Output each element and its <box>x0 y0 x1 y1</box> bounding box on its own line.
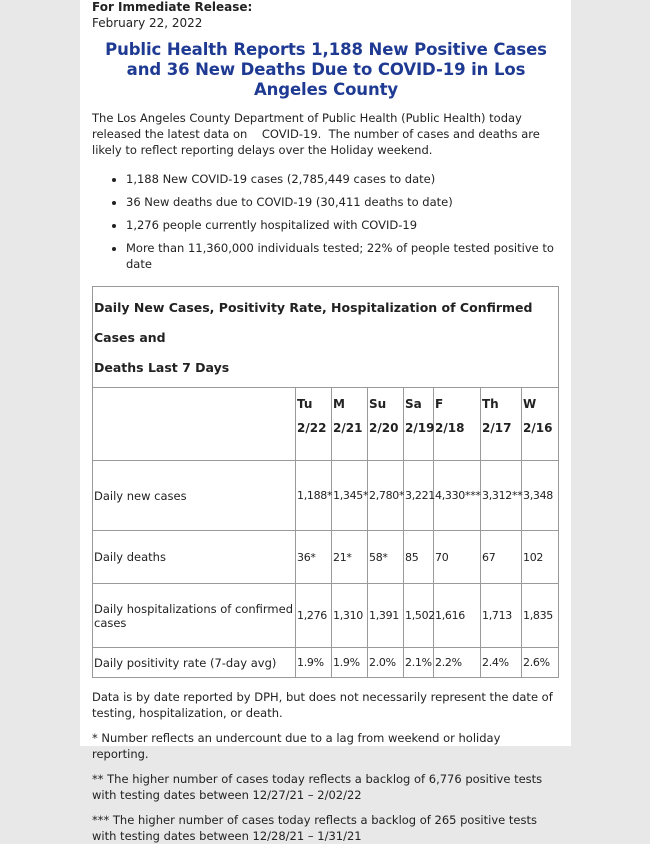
table-cell: 2.2% <box>434 648 481 678</box>
table-cell: 2.1% <box>404 648 434 678</box>
table-cell: 2.4% <box>481 648 522 678</box>
table-cell: 67 <box>481 531 522 584</box>
column-header: Su 2/20 <box>368 388 404 461</box>
table-row <box>93 531 559 584</box>
footnote: Data is by date reported by DPH, but does not necessarily represent the date of testing, hospitalization, or death. <box>92 690 553 720</box>
table-cell: 1.9% <box>332 648 368 678</box>
footnote: * Number reflects an undercount due to a lag from weekend or holiday reporting. <box>92 731 501 761</box>
table-row <box>93 461 559 531</box>
table-cell: 36* <box>296 531 332 584</box>
table-cell: 4,330*** <box>434 461 481 531</box>
footnote: *** The higher number of cases today reflects a backlog of 265 positive tests with testing dates between 12/28/21 – 1/31/21 <box>92 813 537 843</box>
row-label: Daily positivity rate (7-day avg) <box>93 648 296 678</box>
footnote: ** The higher number of cases today reflects a backlog of 6,776 positive tests with testing dates between 12/27/21 – 2/02/22 <box>92 772 543 802</box>
table-cell: 1,835 <box>522 584 559 648</box>
seven-day-stats-table <box>92 286 559 678</box>
table-cell: 3,221 <box>404 461 434 531</box>
table-cell: 1,391 <box>368 584 404 648</box>
headline: Public Health Reports 1,188 New Positive Cases and 36 New Deaths Due to COVID-19 in Los Angeles County <box>105 40 547 99</box>
table-cell: 2.6% <box>522 648 559 678</box>
table-cell: 1,713 <box>481 584 522 648</box>
intro-paragraph: The Los Angeles County Department of Public Health (Public Health) today released the latest data on COVID-19. The number of cases and deaths are likely to reflect reporting delays over the Holiday weekend. <box>92 111 544 157</box>
key-stats-list <box>92 171 560 272</box>
list-item: • 36 New deaths due to COVID-19 (30,411 deaths to date) <box>126 194 560 210</box>
table-cell: 2.0% <box>368 648 404 678</box>
table-cell: 70 <box>434 531 481 584</box>
table-header-row <box>93 388 559 461</box>
list-item: • 1,188 New COVID-19 cases (2,785,449 cases to date) <box>126 171 560 187</box>
column-header: Sa 2/19 <box>404 388 434 461</box>
table-cell: 21* <box>332 531 368 584</box>
table-caption <box>93 287 559 388</box>
table-row <box>93 584 559 648</box>
column-header: M 2/21 <box>332 388 368 461</box>
table-header-empty <box>93 388 296 461</box>
table-cell: 2,780* <box>368 461 404 531</box>
table-cell: 1,188* <box>296 461 332 531</box>
press-release-page <box>80 0 571 843</box>
row-label: Daily deaths <box>93 531 296 584</box>
table-cell: 1,616 <box>434 584 481 648</box>
list-item: • More than 11,360,000 individuals tested; 22% of people tested positive to date <box>126 240 560 272</box>
table-cell: 102 <box>522 531 559 584</box>
release-label: For Immediate Release: <box>92 0 253 14</box>
table-caption-row <box>93 287 559 388</box>
table-cell: 3,348 <box>522 461 559 531</box>
table-cell: 3,312** <box>481 461 522 531</box>
table-row <box>93 648 559 678</box>
table-cell: 1,502 <box>404 584 434 648</box>
row-label: Daily hospitalizations of confirmed cases <box>93 584 296 648</box>
table-cell: 58* <box>368 531 404 584</box>
table-cell: 1,276 <box>296 584 332 648</box>
list-item: • 1,276 people currently hospitalized with COVID-19 <box>126 217 560 233</box>
table-cell: 1,310 <box>332 584 368 648</box>
table-cell: 1.9% <box>296 648 332 678</box>
table-cell: 1,345* <box>332 461 368 531</box>
row-label: Daily new cases <box>93 461 296 531</box>
column-header: F 2/18 <box>434 388 481 461</box>
column-header: W 2/16 <box>522 388 559 461</box>
table-caption-line: Daily New Cases, Positivity Rate, Hospitalization of Confirmed Cases and <box>94 300 533 345</box>
release-date: February 22, 2022 <box>92 16 203 30</box>
column-header: Th 2/17 <box>481 388 522 461</box>
column-header: Tu 2/22 <box>296 388 332 461</box>
table-cell: 85 <box>404 531 434 584</box>
table-caption-line: Deaths Last 7 Days <box>94 360 230 375</box>
